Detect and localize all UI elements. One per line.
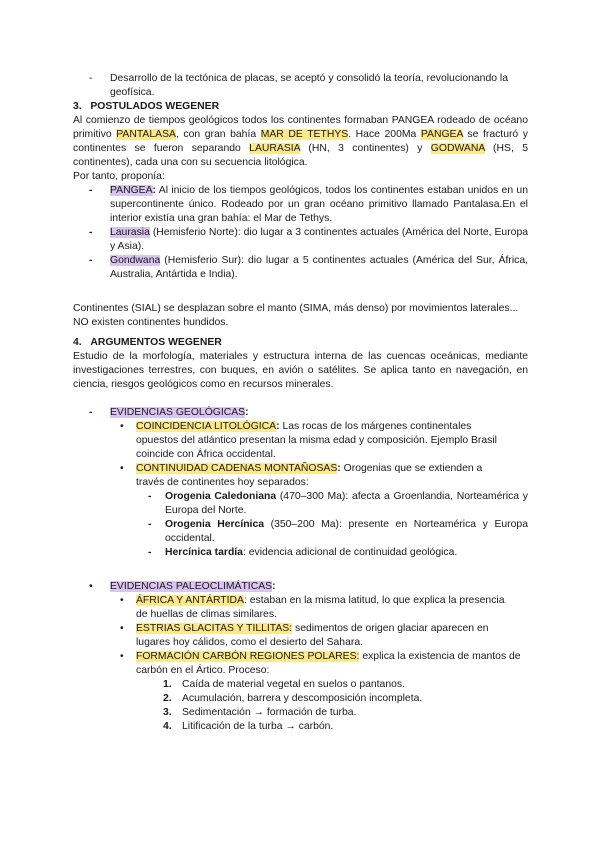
dash-marker: -: [148, 491, 152, 502]
step-number: 4.: [163, 721, 172, 732]
list-item: Hercínica tardía: evidencia adicional de continuidad geológica.: [165, 547, 458, 558]
dash-marker: -: [89, 255, 93, 266]
list-item: Laurasia (Hemisferio Norte): dio lugar a 3 continentes actuales (América del Norte, Europa y Asia).: [110, 227, 528, 252]
list-item: Orogenia Hercínica (350–200 Ma): presente en Norteamérica y Europa occidental.: [165, 519, 528, 544]
list-item: ÁFRICA Y ANTÁRTIDA: estaban en la misma latitud, lo que explica la presencia de huellas de climas similares.: [136, 595, 505, 620]
list-item: CONTINUIDAD CADENAS MONTAÑOSAS: Orogenias que se extienden a través de continentes hoy separados:: [136, 463, 483, 488]
dash-marker: -: [89, 73, 93, 84]
dash-marker: -: [148, 547, 152, 558]
dash-marker: -: [89, 185, 93, 196]
list-item: ESTRIAS GLACITAS Y TILLITAS: sedimentos de origen glaciar aparecen en lugares hoy cálidos, como el desierto del Sahara.: [136, 623, 489, 648]
list-item: PANGEA: Al inicio de los tiempos geológicos, todos los continentes estaban unidos en un supercontinente único. Rodeado por un gran océano primitivo llamado Pantalasa.En el interior existía una gran bahía: el Mar de Tethys.: [110, 185, 528, 224]
paragraph: Continentes (SIAL) se desplazan sobre el manto (SIMA, más denso) por movimientos laterales... NO existen continentes hundidos.: [73, 303, 519, 328]
list-item: Gondwana (Hemisferio Sur): dio lugar a 5 continentes actuales (América del Sur, África, Australia, Antártida e India).: [110, 255, 528, 280]
bullet-marker: •: [120, 651, 124, 662]
list-heading: EVIDENCIAS GEOLÓGICAS:: [110, 407, 249, 418]
paragraph: Por tanto, proponía:: [73, 171, 165, 182]
step-number: 2.: [163, 693, 172, 704]
list-item: COINCIDENCIA LITOLÓGICA: Las rocas de los márgenes continentales opuestos del atlántico presentan la misma edad y composición. Ejemplo Brasil coincide con África occidental.: [136, 421, 497, 460]
list-item: Orogenia Caledoniana (470–300 Ma): afecta a Groenlandia, Norteamérica y Europa del Norte.: [165, 491, 529, 516]
list-item: Desarrollo de la tectónica de placas, se aceptó y consolidó la teoría, revolucionando la geofísica.: [110, 73, 508, 98]
step-text: Caída de material vegetal en suelos o pantanos.: [182, 679, 405, 690]
dash-marker: -: [148, 519, 152, 530]
step-text: Litificación de la turba → carbón.: [182, 721, 334, 732]
paragraph: Estudio de la morfología, materiales y estructura interna de las cuencas oceánicas, mediante investigaciones terrestres, con buques, en avión o satélites. Se aplica tanto en navegación, en ciencia, riesgos geológicos como en recursos minerales.: [73, 351, 528, 390]
step-number: 3.: [163, 707, 172, 718]
section-heading: 4. ARGUMENTOS WEGENER: [73, 337, 222, 348]
section-heading: 3. POSTULADOS WEGENER: [73, 101, 220, 112]
bullet-marker: •: [120, 463, 124, 474]
dash-marker: -: [89, 407, 93, 418]
dash-marker: -: [89, 227, 93, 238]
list-heading: EVIDENCIAS PALEOCLIMÁTICAS:: [110, 581, 276, 592]
bullet-marker: •: [120, 421, 124, 432]
bullet-marker: •: [89, 581, 93, 592]
step-text: Sedimentación → formación de turba.: [182, 707, 357, 718]
step-text: Acumulación, barrera y descomposición incompleta.: [182, 693, 423, 704]
bullet-marker: •: [120, 623, 124, 634]
bullet-marker: •: [120, 595, 124, 606]
paragraph: Al comienzo de tiempos geológicos todos los continentes formaban PANGEA rodeado de océano primitivo PANTALASA, con gran bahía MAR DE TETHYS. Hace 200Ma PANGEA se fracturó y continentes se fueron separando LAURASIA (HN, 3 continentes) y GODWANA (HS, 5 continentes), cada una con su secuencia litológica.: [73, 115, 528, 168]
list-item: FORMACIÓN CARBÓN REGIONES POLARES: explica la existencia de mantos de carbón en el Ártico. Proceso:: [136, 651, 521, 676]
step-number: 1.: [163, 679, 172, 690]
